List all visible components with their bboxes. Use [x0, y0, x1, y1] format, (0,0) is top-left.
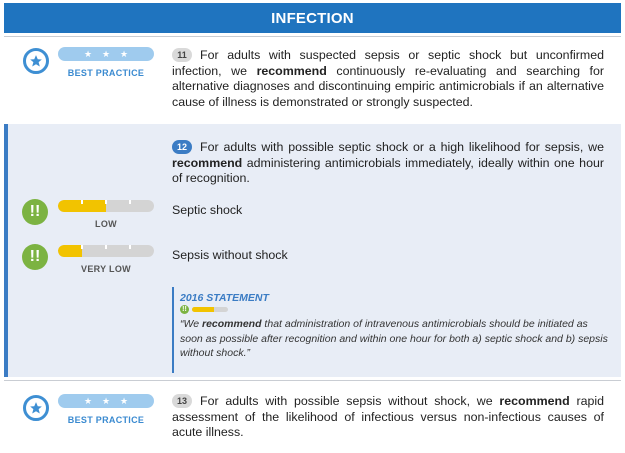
rec-text-part: For adults with possible sepsis without shock, we — [200, 394, 500, 408]
evidence-quality-bar — [58, 245, 154, 257]
star-rating-pill — [58, 47, 154, 61]
star-icon: ★ — [101, 395, 111, 406]
recommendation-number: 12 — [172, 140, 192, 154]
quote-part: “We — [180, 318, 202, 330]
rec-text-part: For adults with possible septic shock or a high likelihood for sepsis, we — [200, 140, 604, 154]
star-icon: ★ — [119, 48, 129, 59]
best-practice-star-icon — [23, 395, 49, 421]
statement-rating — [180, 305, 612, 315]
mini-quality-fill — [192, 307, 214, 312]
condition-label: Septic shock — [172, 203, 243, 217]
evidence-quality-bar — [58, 200, 154, 212]
best-practice-label: BEST PRACTICE — [67, 415, 145, 425]
rec-text-part: continuously re-evaluating and searching for alternative diagnoses and discontinuing empiric antimicrobials if an alternative cause of illness is demonstrated or strongly suspected. — [172, 63, 604, 109]
divider — [4, 36, 621, 37]
recommendation-number: 11 — [172, 48, 192, 62]
divider — [4, 380, 621, 381]
rec-emphasis: recommend — [499, 394, 570, 408]
section-title: INFECTION — [271, 9, 354, 27]
rec-emphasis: recommend — [256, 63, 327, 78]
recommendation-number: 13 — [172, 394, 192, 408]
weak-recommendation-icon: !! — [22, 199, 48, 225]
star-icon: ★ — [83, 48, 93, 59]
recommendation-11 — [172, 48, 604, 110]
condition-label: Sepsis without shock — [172, 248, 288, 262]
rec-emphasis: recommend — [172, 155, 243, 170]
evidence-quality-label: VERY LOW — [81, 264, 131, 274]
statement-title: 2016 STATEMENT — [180, 292, 269, 304]
evidence-quality-label: LOW — [95, 219, 117, 229]
best-practice-star-icon — [23, 48, 49, 74]
star-icon: ★ — [101, 48, 111, 59]
statement-quote — [180, 317, 612, 361]
previous-statement — [172, 287, 612, 373]
quote-part: that administration of intravenous antimicrobials should be initiated as soon as possible after recognition and within one hour for both a) septic shock and b) sepsis without shock.” — [180, 318, 608, 359]
mini-recommendation-icon: !! — [180, 305, 189, 314]
recommendation-13 — [172, 394, 604, 441]
rec-text-part: For adults with suspected sepsis or septic shock but unconfirmed infection, we — [172, 48, 604, 78]
evidence-quality-fill — [58, 245, 82, 257]
recommendation-12 — [172, 140, 604, 187]
star-rating-pill — [58, 394, 154, 408]
rec-text-part: rapid assessment of the likelihood of infectious versus non-infectious causes of acute illness. — [172, 394, 605, 439]
quote-emphasis: recommend — [201, 318, 262, 330]
star-icon: ★ — [83, 395, 93, 406]
best-practice-label: BEST PRACTICE — [67, 68, 145, 78]
rec-text-part: administering antimicrobials immediately, ideally within one hour of recognition. — [172, 155, 604, 185]
mini-quality-bar — [192, 307, 228, 312]
weak-recommendation-icon: !! — [22, 244, 48, 270]
star-icon: ★ — [119, 395, 129, 406]
section-header — [4, 3, 621, 33]
